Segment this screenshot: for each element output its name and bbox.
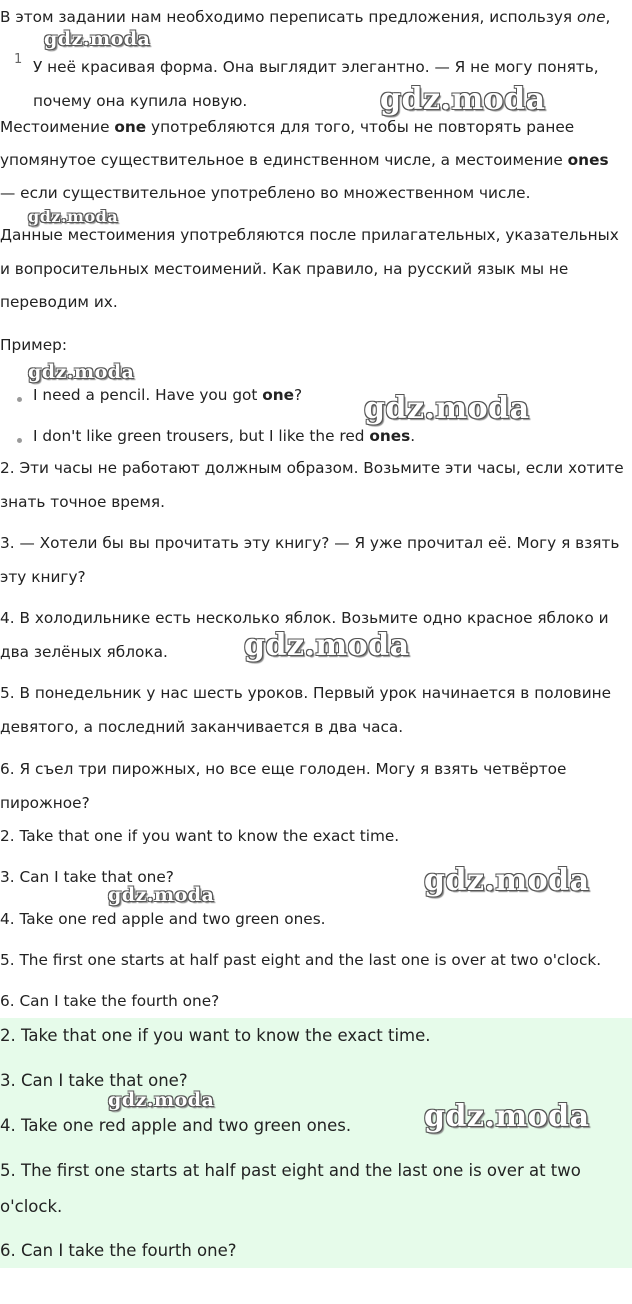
ordered-item-text: У неё красивая форма. Она выглядит элегантно. — Я не могу понять, почему она купила новую. [33, 58, 599, 110]
translation-2: 2. Эти часы не работают должным образом. Возьмите эти часы, если хотите знать точное время. [0, 459, 624, 511]
answer-box-4: 4. Take one red apple and two green ones. [0, 1116, 352, 1135]
translation-4: 4. В холодильнике есть несколько яблок. Возьмите одно красное яблоко и два зелёных яблока. [0, 609, 609, 661]
answer-2: 2. Take that one if you want to know the exact time. [0, 827, 400, 845]
answer-5: 5. The first one starts at half past eight and the last one is over at two o'clock. [0, 951, 602, 969]
answer-box-2: 2. Take that one if you want to know the exact time. [0, 1026, 431, 1045]
bullet-text: I need a pencil. Have you got one? [33, 386, 303, 404]
explain-part-a: Местоимение [0, 118, 115, 136]
intro-after: , [605, 8, 611, 26]
ordered-item-number: 1 [14, 52, 23, 67]
answer-box-5: 5. The first one starts at half past eight and the last one is over at two o'clock. [0, 1161, 581, 1216]
answer-box-3: 3. Can I take that one? [0, 1071, 188, 1090]
explanation-usage: Данные местоимения употребляются после прилагательных, указательных и вопросительных местоимений. Как правило, на русский язык мы не переводим их. [0, 226, 619, 311]
watermark-logo: gdz.moda [380, 82, 546, 117]
bullet-dot-icon [17, 397, 22, 402]
watermark-logo: gdz.moda [108, 884, 215, 906]
example-label: Пример: [0, 336, 67, 354]
answer-box-6: 6. Can I take the fourth one? [0, 1241, 237, 1260]
explain-bold-ones: ones [567, 151, 609, 169]
watermark-logo: gdz.moda [44, 28, 151, 50]
translation-3: 3. — Хотели бы вы прочитать эту книгу? — Я уже прочитал её. Могу я взять эту книгу? [0, 534, 620, 586]
bullet-text: I don't like green trousers, but I like the red ones. [33, 427, 416, 445]
answer-6: 6. Can I take the fourth one? [0, 992, 220, 1010]
answer-4: 4. Take one red apple and two green ones. [0, 910, 326, 928]
explain-bold-one: one [114, 118, 147, 136]
intro-main: В этом задании нам необходимо переписать предложения, используя [0, 8, 578, 26]
watermark-logo: gdz.moda [28, 361, 135, 383]
explain-part-c: употребляются для того, чтобы не повторять ранее упомянутое существительное в единственном числе, а местоимение [0, 118, 575, 169]
intro-text [0, 6, 610, 28]
watermark-logo: gdz.moda [424, 863, 590, 898]
answer-3: 3. Can I take that one? [0, 868, 174, 886]
watermark-logo: gdz.moda [108, 1089, 215, 1111]
watermark-logo: gdz.moda [424, 1099, 590, 1134]
translation-5: 5. В понедельник у нас шесть уроков. Первый урок начинается в половине девятого, а последний заканчивается в два часа. [0, 684, 612, 736]
watermark-logo: gdz.moda [364, 391, 530, 426]
explain-part-e: — если существительное употреблено во множественном числе. [0, 184, 531, 202]
explanation-one-ones [0, 111, 628, 210]
intro-em: one [577, 8, 606, 26]
watermark-logo: gdz.moda [244, 628, 410, 663]
answer-box [0, 1018, 632, 1268]
bullet-dot-icon [17, 438, 22, 443]
translation-6: 6. Я съел три пирожных, но все еще голоден. Могу я взять четвёртое пирожное? [0, 760, 567, 812]
watermark-logo: gdz.moda [28, 207, 119, 226]
